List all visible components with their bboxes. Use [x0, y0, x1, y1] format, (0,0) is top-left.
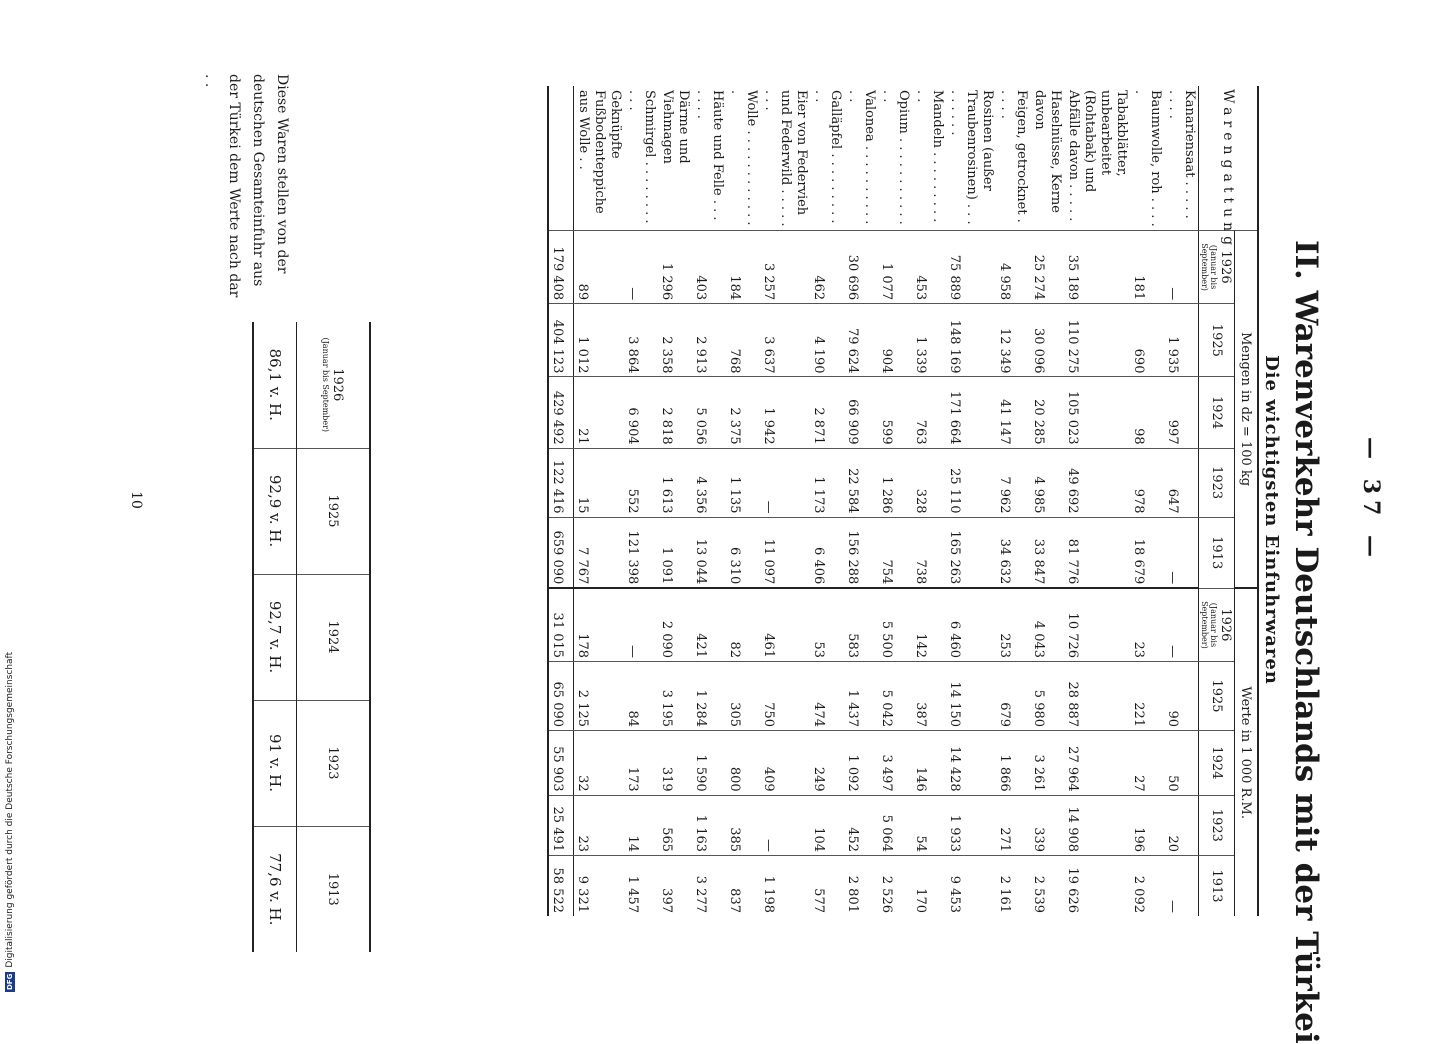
werte-cell: 1 198 — [761, 875, 776, 913]
mengen-cell: 22 584 — [844, 448, 878, 517]
mengen-cell: 978 — [1130, 448, 1164, 517]
totals-row — [548, 86, 574, 916]
werte-cell: 104 — [810, 795, 844, 855]
total-mengen-cell: 179 408 — [548, 230, 574, 303]
header-year-werte: 1923 — [1199, 795, 1235, 855]
mengen-cell: 1 613 — [658, 448, 692, 517]
share-header-1926 — [297, 322, 371, 448]
mengen-cell: 5 056 — [692, 377, 726, 448]
total-mengen-cell: 404 123 — [548, 304, 574, 377]
share-value-cell: 92,7 v. H. — [253, 574, 297, 700]
mengen-cell: 171 664 — [946, 377, 996, 448]
werte-cell: 1 457 — [625, 875, 640, 913]
werte-cell: 2 526 — [879, 875, 894, 913]
mengen-cell: 35 189 — [1064, 230, 1130, 303]
werte-cell: 474 — [810, 662, 844, 731]
table-row — [912, 86, 946, 916]
header-year-mengen: 1913 — [1199, 517, 1235, 588]
mengen-cell: 156 288 — [844, 517, 878, 588]
ware-name-cell: Opium . . . . . . . . . . . . . — [878, 86, 912, 230]
werte-cell: 1 590 — [692, 731, 726, 796]
mengen-cell: 4 985 — [1030, 448, 1064, 517]
werte-cell: — — [624, 588, 658, 661]
page-subtitle: Die wichtigsten Einfuhrwaren — [1261, 355, 1282, 685]
mengen-cell: 1 286 — [878, 448, 912, 517]
mengen-cell: 18 679 — [1130, 517, 1164, 588]
mengen-cell: 3 864 — [624, 304, 658, 377]
werte-cell: 305 — [726, 662, 760, 731]
mengen-cell: 599 — [878, 377, 912, 448]
ware-name-cell: Geknüpfte Fußbodenteppiche aus Wolle . . — [574, 86, 625, 230]
mengen-cell: 105 023 — [1064, 377, 1130, 448]
mengen-cell: 2 818 — [658, 377, 692, 448]
werte-cell: 1 866 — [996, 731, 1030, 796]
mengen-cell: 3 257 — [760, 230, 810, 303]
mengen-cell: 41 147 — [996, 377, 1030, 448]
werte-cell: 54 — [912, 795, 946, 855]
werte-cell: 82 — [726, 588, 760, 661]
ware-name-cell: Galläpfel . . . . . . . . . . . — [810, 86, 844, 230]
footer-page-number: 10 — [128, 491, 144, 509]
mengen-cell: 110 275 — [1064, 304, 1130, 377]
header-year-mengen: 1923 — [1199, 448, 1235, 517]
werte-cell: 4 043 — [1030, 588, 1064, 661]
year-label: 1926 — [1218, 250, 1233, 284]
mengen-cell: 1 339 — [912, 304, 946, 377]
page-title: II. Warenverkehr Deutschlands mit der Türkei — [1288, 240, 1324, 1044]
mengen-cell: 49 692 — [1064, 448, 1130, 517]
total-werte-cell: 58 522 — [548, 856, 574, 916]
mengen-cell: 2 913 — [692, 304, 726, 377]
mengen-cell: — — [1164, 230, 1199, 303]
page-number: — 37 — — [1358, 437, 1384, 563]
werte-cell: 23 — [574, 795, 625, 855]
werte-cell: 14 150 — [946, 662, 996, 731]
ware-name-cell: Häute und Felle . . . . . . . — [692, 86, 726, 230]
ware-name-cell: Haselnüsse, Kerne davon — [1030, 86, 1064, 230]
werte-cell: 20 — [1164, 795, 1199, 855]
table-row — [760, 86, 810, 916]
werte-cell: — — [1165, 900, 1180, 913]
mengen-cell: 184 — [726, 230, 760, 303]
share-header-year: 1924 — [297, 574, 371, 700]
ware-name-cell: Därme und Viehmagen — [658, 86, 692, 230]
werte-cell: 461 — [760, 588, 810, 661]
mengen-cell: — — [624, 230, 658, 303]
werte-cell: 421 — [692, 588, 726, 661]
werte-cell: 23 — [1130, 588, 1164, 661]
werte-cell: 397 — [659, 888, 674, 913]
mengen-cell: 6 406 — [810, 517, 844, 588]
mengen-cell: 79 624 — [844, 304, 878, 377]
total-werte-cell: 65 090 — [548, 662, 574, 731]
werte-cell: 50 — [1164, 731, 1199, 796]
share-row — [253, 322, 297, 952]
header-year-werte: 1913 — [1209, 869, 1224, 903]
mengen-cell: 25 274 — [1030, 230, 1064, 303]
ware-name-cell: Kanariensaat . . . . . . . . . — [1164, 86, 1199, 230]
werte-cell: 170 — [913, 888, 928, 913]
mengen-cell: 12 349 — [996, 304, 1030, 377]
werte-cell: 271 — [996, 795, 1030, 855]
werte-cell: 837 — [727, 888, 742, 913]
werte-cell: 5 980 — [1030, 662, 1064, 731]
share-value-cell: 92,9 v. H. — [253, 448, 297, 574]
werte-cell: 27 964 — [1064, 731, 1130, 796]
mengen-cell: 30 696 — [844, 230, 878, 303]
table-row — [946, 86, 996, 916]
mengen-cell: 21 — [574, 377, 625, 448]
share-table — [252, 322, 371, 952]
mengen-cell: 66 909 — [844, 377, 878, 448]
werte-cell: 27 — [1130, 731, 1164, 796]
mengen-cell: 6 904 — [624, 377, 658, 448]
werte-cell: 3 195 — [658, 662, 692, 731]
table-row — [810, 86, 844, 916]
werte-cell: 750 — [760, 662, 810, 731]
share-year-note: (Januar bis September) — [321, 337, 330, 433]
mengen-cell: 181 — [1130, 230, 1164, 303]
header-mengen: Mengen in dz = 100 kg — [1235, 230, 1259, 588]
ware-name-cell: Tabakblätter, unbearbeitet (Rohtabak) und Abfälle davon . . . . . — [1064, 86, 1130, 230]
table-row — [726, 86, 760, 916]
werte-cell: 32 — [574, 731, 625, 796]
header-year-mengen: 1925 — [1199, 304, 1235, 377]
share-header-year: 1925 — [297, 448, 371, 574]
werte-cell: 3 497 — [878, 731, 912, 796]
header-werte: Werte in 1 000 R.M. — [1235, 588, 1259, 916]
werte-cell: 9 321 — [575, 875, 590, 913]
mengen-cell: 6 310 — [726, 517, 760, 588]
werte-cell: 2 161 — [997, 875, 1012, 913]
mengen-cell: 13 044 — [692, 517, 726, 588]
mengen-cell: 690 — [1130, 304, 1164, 377]
werte-cell: — — [1164, 588, 1199, 661]
werte-cell: 339 — [1030, 795, 1064, 855]
mengen-cell: 997 — [1164, 377, 1199, 448]
table-row — [692, 86, 726, 916]
mengen-cell: 1 296 — [658, 230, 692, 303]
table-row — [574, 86, 625, 916]
werte-cell: 1 163 — [692, 795, 726, 855]
total-werte-cell: 55 903 — [548, 731, 574, 796]
share-header-year: 1913 — [297, 826, 371, 952]
header-year-1926-werte — [1199, 588, 1235, 661]
table-row — [878, 86, 912, 916]
total-werte-cell: 31 015 — [548, 588, 574, 661]
mengen-cell: 453 — [912, 230, 946, 303]
header-year-werte: 1924 — [1199, 731, 1235, 796]
werte-cell: 1 092 — [844, 731, 878, 796]
werte-cell: 577 — [811, 888, 826, 913]
werte-cell: 14 — [624, 795, 658, 855]
werte-cell: 196 — [1130, 795, 1164, 855]
werte-cell: 3 261 — [1030, 731, 1064, 796]
mengen-cell: 738 — [912, 517, 946, 588]
mengen-cell: 3 637 — [760, 304, 810, 377]
werte-cell: 9 453 — [947, 875, 962, 913]
werte-cell: 2 539 — [1031, 875, 1046, 913]
table-row — [1130, 86, 1164, 916]
werte-cell: 2 092 — [1131, 875, 1146, 913]
share-header-year: 1923 — [297, 700, 371, 826]
totals-label-cell — [548, 86, 574, 230]
werte-cell: 173 — [624, 731, 658, 796]
table-row — [1030, 86, 1064, 916]
werte-cell: 90 — [1164, 662, 1199, 731]
ware-name-cell: Wolle . . . . . . . . . . . . . — [726, 86, 760, 230]
werte-cell: 146 — [912, 731, 946, 796]
werte-cell: 84 — [624, 662, 658, 731]
werte-cell: 800 — [726, 731, 760, 796]
mengen-cell: 7 767 — [574, 517, 625, 588]
share-value-cell: 91 v. H. — [253, 700, 297, 826]
mengen-cell: 904 — [878, 304, 912, 377]
credit-text: Digitalisierung gefördert durch die Deutsche Forschungsgemeinschaft — [5, 651, 15, 968]
werte-cell: 1 933 — [946, 795, 996, 855]
mengen-cell: 1 942 — [760, 377, 810, 448]
ware-name-cell: Schmirgel . . . . . . . . . . . — [624, 86, 658, 230]
share-value-cell: 77,6 v. H. — [253, 826, 297, 952]
mengen-cell: 11 097 — [760, 517, 810, 588]
werte-cell: 679 — [996, 662, 1030, 731]
werte-cell: 319 — [658, 731, 692, 796]
werte-cell: 5 500 — [878, 588, 912, 661]
werte-cell: 1 437 — [844, 662, 878, 731]
werte-cell: 14 908 — [1064, 795, 1130, 855]
mengen-cell: 25 110 — [946, 448, 996, 517]
ware-name-cell: Baumwolle, roh . . . . . — [1130, 86, 1164, 230]
mengen-cell: — — [760, 448, 810, 517]
mengen-cell: 165 263 — [946, 517, 996, 588]
year-note: (Januar bis September) — [1200, 243, 1218, 291]
header-warengattung: Warengattung — [1199, 86, 1259, 230]
mengen-cell: 15 — [574, 448, 625, 517]
werte-cell: 452 — [844, 795, 878, 855]
mengen-cell: 121 398 — [624, 517, 658, 588]
werte-cell: 565 — [658, 795, 692, 855]
werte-cell: 2 090 — [658, 588, 692, 661]
werte-cell: 2 801 — [845, 875, 860, 913]
mengen-cell: 328 — [912, 448, 946, 517]
mengen-cell: 1 173 — [810, 448, 844, 517]
mengen-cell: 763 — [912, 377, 946, 448]
mengen-cell: 4 958 — [996, 230, 1030, 303]
total-mengen-cell: 429 492 — [548, 377, 574, 448]
table-row — [658, 86, 692, 916]
mengen-cell: 1 077 — [878, 230, 912, 303]
mengen-cell: 4 190 — [810, 304, 844, 377]
ware-name-cell: Rosinen (außer Traubenrosinen) . . . . . . . . . — [946, 86, 996, 230]
werte-cell: 28 887 — [1064, 662, 1130, 731]
werte-cell: 14 428 — [946, 731, 996, 796]
table-row — [1064, 86, 1130, 916]
werte-cell: 253 — [996, 588, 1030, 661]
mengen-cell: 462 — [810, 230, 844, 303]
werte-cell: 53 — [810, 588, 844, 661]
mengen-cell: 768 — [726, 304, 760, 377]
mengen-cell: 2 871 — [810, 377, 844, 448]
total-mengen-cell: 122 416 — [548, 448, 574, 517]
mengen-cell: 1 012 — [574, 304, 625, 377]
mengen-cell: 1 135 — [726, 448, 760, 517]
digitization-credit — [0, 0, 20, 1000]
werte-cell: 3 277 — [693, 875, 708, 913]
werte-cell: 583 — [844, 588, 878, 661]
mengen-cell: — — [1164, 517, 1199, 588]
mengen-cell: 2 375 — [726, 377, 760, 448]
mengen-cell: 7 962 — [996, 448, 1030, 517]
mengen-cell: 1 091 — [658, 517, 692, 588]
mengen-cell: 30 096 — [1030, 304, 1064, 377]
mengen-cell: 754 — [878, 517, 912, 588]
werte-cell: 142 — [912, 588, 946, 661]
mengen-cell: 20 285 — [1030, 377, 1064, 448]
ware-name-cell: Feigen, getrocknet . . . . . — [996, 86, 1030, 230]
werte-cell: 10 726 — [1064, 588, 1130, 661]
import-table — [547, 86, 1259, 916]
werte-cell: — — [760, 795, 810, 855]
table-row — [624, 86, 658, 916]
table-row — [1164, 86, 1199, 916]
werte-cell: 6 460 — [946, 588, 996, 661]
ware-name-cell: Valonea . . . . . . . . . . . . — [844, 86, 878, 230]
mengen-cell: 34 632 — [996, 517, 1030, 588]
werte-cell: 221 — [1130, 662, 1164, 731]
werte-cell: 19 626 — [1065, 867, 1080, 913]
mengen-cell: 552 — [624, 448, 658, 517]
werte-cell: 385 — [726, 795, 760, 855]
total-werte-cell: 25 491 — [548, 795, 574, 855]
werte-cell: 1 284 — [692, 662, 726, 731]
werte-cell: 5 064 — [878, 795, 912, 855]
dfg-logo-icon: DFG — [6, 973, 14, 990]
share-note: Diese Waren stellen von der deutschen Gesamteinfuhr aus der Türkei dem Werte nach dar . . — [202, 74, 290, 298]
mengen-cell: 403 — [692, 230, 726, 303]
werte-cell: 5 042 — [878, 662, 912, 731]
ware-name-cell: Eier von Federvieh und Federwild . . . . . . . . — [760, 86, 810, 230]
ware-name-cell: Mandeln . . . . . . . . . . . — [912, 86, 946, 230]
mengen-cell: 148 169 — [946, 304, 996, 377]
share-value-cell: 86,1 v. H. — [253, 322, 297, 448]
mengen-cell: 1 935 — [1164, 304, 1199, 377]
mengen-cell: 647 — [1164, 448, 1199, 517]
werte-cell: 178 — [574, 588, 625, 661]
table-row — [996, 86, 1030, 916]
mengen-cell: 2 358 — [658, 304, 692, 377]
header-year-werte: 1925 — [1199, 662, 1235, 731]
table-body — [574, 86, 1199, 916]
header-year-mengen: 1924 — [1199, 377, 1235, 448]
year-label: 1926 — [1218, 608, 1233, 642]
table-row — [844, 86, 878, 916]
werte-cell: 249 — [810, 731, 844, 796]
mengen-cell: 75 889 — [946, 230, 996, 303]
share-year-label: 1926 — [330, 368, 345, 402]
mengen-cell: 33 847 — [1030, 517, 1064, 588]
mengen-cell: 89 — [574, 230, 625, 303]
mengen-cell: 4 356 — [692, 448, 726, 517]
total-mengen-cell: 659 090 — [548, 517, 574, 588]
werte-cell: 2 125 — [574, 662, 625, 731]
werte-cell: 409 — [760, 731, 810, 796]
mengen-cell: 98 — [1130, 377, 1164, 448]
year-note: (Januar bis September) — [1200, 601, 1218, 649]
werte-cell: 387 — [912, 662, 946, 731]
mengen-cell: 81 776 — [1064, 517, 1130, 588]
